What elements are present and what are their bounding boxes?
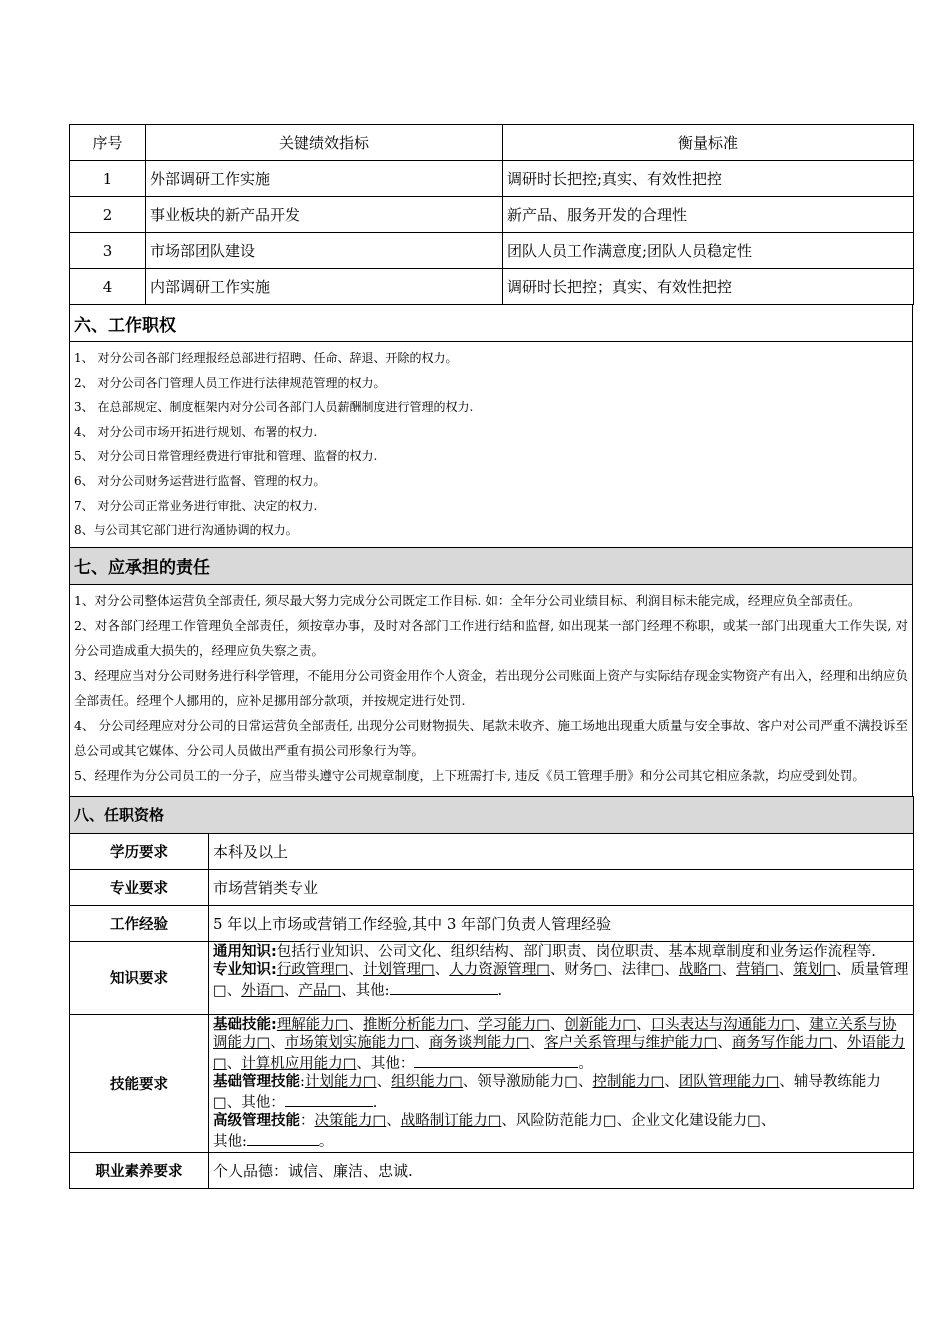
table-row bbox=[70, 1014, 914, 1153]
skill-option: 口头表达与沟通能力□ bbox=[650, 1016, 795, 1033]
skill-option: 领导激励能力□ bbox=[477, 1074, 578, 1091]
skill-option: 战略制订能力□ bbox=[400, 1113, 502, 1130]
table-row bbox=[70, 869, 914, 905]
qualification-title: 八、任职资格 bbox=[70, 796, 914, 833]
knowledge-other-label: 其他: bbox=[355, 982, 390, 999]
skill-option: 决策能力□ bbox=[314, 1113, 387, 1130]
list-item: 5、 对分公司日常管理经费进行审批和管理、监督的权力. bbox=[74, 449, 378, 464]
list-item: 1、 对分公司各部门经理报经总部进行招聘、任命、辞退、开除的权力。 bbox=[74, 351, 458, 365]
kpi-table bbox=[69, 124, 914, 305]
experience-label: 工作经验 bbox=[70, 905, 209, 941]
knowledge-option: 行政管理□ bbox=[276, 962, 349, 979]
list-item: 2、对各部门经理工作管理负全部责任，须按章办事，及时对各部门工作进行结和监督, 如出现某一部门经理不称职，或某一部门出现重大工作失误, 对分公司造成重大损失的，经理应负失察之责。 bbox=[74, 617, 908, 658]
skill-option: 外语能力□ bbox=[213, 1035, 906, 1072]
knowledge-option: 财务□ bbox=[564, 962, 608, 979]
basic-skills-label: 基础技能: bbox=[213, 1016, 277, 1033]
kpi-indicator: 内部调研工作实施 bbox=[146, 269, 503, 305]
kpi-header-no: 序号 bbox=[70, 125, 146, 161]
kpi-indicator: 市场部团队建设 bbox=[146, 233, 503, 269]
table-row bbox=[70, 197, 914, 233]
skill-option: 控制能力□ bbox=[592, 1074, 665, 1091]
education-value: 本科及以上 bbox=[209, 833, 914, 869]
basic-skills-other-blank bbox=[414, 1053, 578, 1068]
job-description-document bbox=[69, 124, 913, 1189]
mgmt-skills-other-blank bbox=[285, 1092, 373, 1107]
kpi-no: 4 bbox=[70, 269, 146, 305]
kpi-no: 3 bbox=[70, 233, 146, 269]
table-row bbox=[70, 233, 914, 269]
kpi-no: 1 bbox=[70, 161, 146, 197]
list-item: 1、对分公司整体运营负全部责任, 须尽最大努力完成分公司既定工作目标. 如：全年分公司业绩目标、利润目标未能完成，经理应负全部责任。 bbox=[74, 592, 861, 608]
list-item: 4、 分公司经理应对分公司的日常运营负全部责任, 出现分公司财物损失、尾款未收齐、施工场地出现重大质量与安全事故、客户对公司严重不满投诉至总公司或其它媒体、分公司人员做出严重有损公司形象行为等。 bbox=[74, 717, 908, 758]
skill-option: 风险防范能力□ bbox=[515, 1113, 617, 1130]
skill-option: 创新能力□ bbox=[564, 1016, 637, 1033]
skill-option: 组织能力□ bbox=[391, 1074, 463, 1091]
skill-option: 市场策划实施能力□ bbox=[284, 1035, 415, 1052]
basic-skills-other-label: 其他： bbox=[370, 1055, 415, 1072]
professionalism-label: 职业素养要求 bbox=[70, 1153, 209, 1189]
knowledge-option: 营销□ bbox=[736, 962, 779, 979]
list-item: 8、与公司其它部门进行沟通协调的权力。 bbox=[74, 523, 298, 538]
kpi-standard: 调研时长把控；真实、有效性把控 bbox=[503, 269, 914, 305]
experience-value: 5 年以上市场或营销工作经验,其中 3 年部门负责人管理经验 bbox=[209, 905, 914, 941]
skill-option: 辅导教练能力□ bbox=[213, 1074, 881, 1111]
knowledge-option: 产品□ bbox=[298, 982, 342, 999]
skill-option: 商务谈判能力□ bbox=[428, 1035, 530, 1052]
table-row bbox=[70, 1153, 914, 1189]
knowledge-option: 计划管理□ bbox=[363, 962, 435, 979]
knowledge-label: 知识要求 bbox=[70, 941, 209, 1014]
kpi-header-indicator: 关键绩效指标 bbox=[146, 125, 503, 161]
skill-option: 学习能力□ bbox=[478, 1016, 550, 1033]
kpi-header-standard: 衡量标准 bbox=[503, 125, 914, 161]
skill-option: 团队管理能力□ bbox=[678, 1074, 780, 1091]
mgmt-skills-label: 基础管理技能 bbox=[213, 1074, 300, 1091]
professionalism-value: 个人品德：诚信、廉洁、忠诚. bbox=[209, 1153, 914, 1189]
list-item: 5、经理作为分公司员工的一分子，应当带头遵守公司规章制度，上下班需打卡, 违反《员工管理手册》和分公司其它相应条款，均应受到处罚。 bbox=[74, 767, 865, 783]
knowledge-option: 人力资源管理□ bbox=[449, 962, 550, 979]
table-row bbox=[70, 833, 914, 869]
skill-option: 理解能力□ bbox=[276, 1016, 349, 1033]
responsibility-section bbox=[69, 547, 913, 797]
table-row bbox=[70, 269, 914, 305]
skills-value: 基础技能:理解能力□、推断分析能力□、学习能力□、创新能力□、口头表达与沟通能力□、建立关系与协调能力□、市场策划实施能力□、商务谈判能力□、客户关系管理与维护能力□、商务写作能力□、外语能力□、计算机应用能力□、其他： 。 基础管理技能:计划能力□、组织能力□、领导激励能力□、控制能力□、团队管理能力□、辅导教练能力□、其他： . 高级管理技能：决策能力□、战略制订能力□、风险防范能力□、企业文化建设能力□、 其他: 。 bbox=[209, 1014, 914, 1153]
authority-section bbox=[69, 304, 913, 548]
skill-option: 建立关系与协调能力□ bbox=[213, 1016, 897, 1052]
senior-skills-other-blank bbox=[247, 1131, 319, 1146]
knowledge-option: 策划□ bbox=[793, 962, 836, 979]
list-item: 7、 对分公司正常业务进行审批、决定的权力. bbox=[74, 498, 318, 513]
kpi-standard: 新产品、服务开发的合理性 bbox=[503, 197, 914, 233]
responsibility-list bbox=[70, 584, 913, 796]
major-label: 专业要求 bbox=[70, 869, 209, 905]
kpi-no: 2 bbox=[70, 197, 146, 233]
senior-skills-other-label: 其他: bbox=[213, 1133, 247, 1150]
skill-option: 计算机应用能力□ bbox=[241, 1055, 357, 1072]
list-item: 3、经理应当对分公司财务进行科学管理，不能用分公司资金用作个人资金，若出现分公司账面上资产与实际结存现金实物资产有出入，经理和出纳应负全部责任。经理个人挪用的，应补足挪用部分款项，并按规定进行处罚. bbox=[74, 667, 908, 708]
general-knowledge-text: 包括行业知识、公司文化、组织结构、部门职责、岗位职责、基本规章制度和业务运作流程等. bbox=[276, 943, 876, 960]
knowledge-option: 战略□ bbox=[678, 962, 722, 979]
education-label: 学历要求 bbox=[70, 833, 209, 869]
table-row bbox=[70, 161, 914, 197]
kpi-standard: 团队人员工作满意度;团队人员稳定性 bbox=[503, 233, 914, 269]
skill-option: 企业文化建设能力□ bbox=[631, 1113, 761, 1130]
list-item: 6、 对分公司财务运营进行监督、管理的权力。 bbox=[74, 473, 326, 488]
knowledge-other-blank bbox=[390, 980, 498, 995]
knowledge-option: 外语□ bbox=[241, 982, 284, 999]
qualification-section bbox=[69, 796, 914, 1190]
knowledge-option: 法律□ bbox=[621, 962, 665, 979]
skill-option: 推断分析能力□ bbox=[363, 1016, 464, 1033]
skills-label: 技能要求 bbox=[70, 1014, 209, 1153]
mgmt-skills-other-label: 其他： bbox=[241, 1094, 285, 1111]
table-row bbox=[70, 941, 914, 1014]
kpi-indicator: 事业板块的新产品开发 bbox=[146, 197, 503, 233]
skill-option: 客户关系管理与维护能力□ bbox=[544, 1035, 718, 1052]
responsibility-title: 七、应承担的责任 bbox=[70, 547, 913, 584]
authority-list bbox=[70, 342, 913, 548]
table-row bbox=[70, 905, 914, 941]
major-value: 市场营销类专业 bbox=[209, 869, 914, 905]
list-item: 4、 对分公司市场开拓进行规划、布署的权力. bbox=[74, 424, 318, 439]
authority-title: 六、工作职权 bbox=[70, 305, 913, 342]
list-item: 3、 在总部规定、制度框架内对分公司各部门人员薪酬制度进行管理的权力. bbox=[74, 400, 474, 415]
kpi-standard: 调研时长把控;真实、有效性把控 bbox=[503, 161, 914, 197]
kpi-indicator: 外部调研工作实施 bbox=[146, 161, 503, 197]
skill-option: 商务写作能力□ bbox=[731, 1035, 833, 1052]
kpi-header-row bbox=[70, 125, 914, 161]
list-item: 2、 对分公司各门管理人员工作进行法律规范管理的权力。 bbox=[74, 375, 386, 390]
general-knowledge-label: 通用知识: bbox=[213, 943, 277, 960]
knowledge-option: 质量管理□ bbox=[213, 962, 909, 999]
skill-option: 计划能力□ bbox=[304, 1074, 377, 1091]
senior-skills-label: 高级管理技能 bbox=[213, 1113, 300, 1130]
knowledge-value: 通用知识:包括行业知识、公司文化、组织结构、部门职责、岗位职责、基本规章制度和业务运作流程等. 专业知识:行政管理□、计划管理□、人力资源管理□、财务□、法律□、战略□、营销□、策划□、质量管理□、外语□、产品□、其他: . bbox=[209, 941, 914, 1014]
professional-knowledge-label: 专业知识: bbox=[213, 962, 277, 979]
